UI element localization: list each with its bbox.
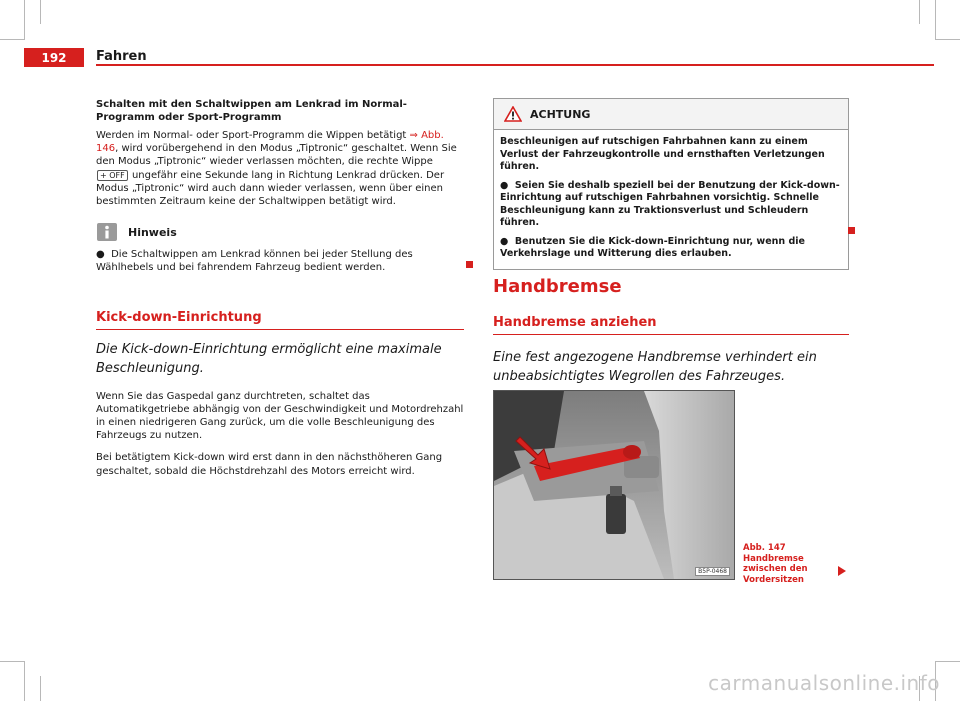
bullet-dot: ● xyxy=(500,235,515,247)
note-header xyxy=(96,222,464,242)
section-end-mark xyxy=(848,227,855,234)
crop-mark xyxy=(935,0,936,40)
crop-mark xyxy=(24,661,25,701)
info-icon xyxy=(96,222,118,242)
warning-bullet-2 xyxy=(500,236,842,261)
kickdown-paragraph-1: Wenn Sie das Gaspedal ganz durchtreten, schaltet das Automatikgetriebe abhängig von der Geschwindigkeit und Motordrehzahl in einen niedrigeren Gang zurück, um die volle Beschleunigung des Fahrzeugs zu nutzen. xyxy=(96,390,464,442)
paddles-text: , wird vorübergehend in den Modus „Tiptronic“ geschaltet. Wenn Sie den Modus „Tiptronic“ wieder verlassen möchten, die rechte Wippe xyxy=(96,143,457,168)
warning-header xyxy=(494,99,848,130)
watermark: carmanualsonline.info xyxy=(708,671,940,695)
continue-arrow-icon xyxy=(838,566,846,576)
page-number: 192 xyxy=(24,48,84,67)
figure-code-label: B5P-0468 xyxy=(695,567,730,576)
plus-off-key-symbol: + OFF xyxy=(97,170,128,181)
paddles-paragraph xyxy=(96,129,464,208)
note-bullet xyxy=(96,248,464,274)
kickdown-paragraph-2: Bei betätigtem Kick-down wird erst dann in den nächsthöheren Gang geschaltet, sobald die Höchstdrehzahl des Motors erreicht wird. xyxy=(96,452,443,477)
warning-paragraph: Beschleunigen auf rutschigen Fahrbahnen kann zu einem Verlust der Fahrzeugkontrolle und ernsthaften Verletzungen führen. xyxy=(500,136,825,172)
kickdown-section-title: Kick-down-Einrichtung xyxy=(96,310,464,330)
crop-mark xyxy=(0,39,25,40)
handbrake-figure xyxy=(493,390,735,580)
warning-body xyxy=(494,130,848,269)
crop-mark xyxy=(40,0,41,24)
left-column xyxy=(96,98,464,487)
warning-bullet-text: Seien Sie deshalb speziell bei der Benutzung der Kick-down-Einrichtung auf rutschigen Fahrbahnen vorsichtig. Schnelle Beschleunigung kann zu Traktionsverlust und Schleudern führen. xyxy=(500,179,840,228)
bullet-dot: ● xyxy=(96,249,112,261)
crop-mark xyxy=(935,661,960,662)
figure-reference-link[interactable]: ⇒ Abb. 146 xyxy=(96,130,444,155)
figure-caption: Abb. 147 Handbremse zwischen den Vordersitzen xyxy=(743,543,808,585)
paddles-heading: Schalten mit den Schaltwippen am Lenkrad im Normal-Programm oder Sport-Programm xyxy=(96,99,407,123)
warning-triangle-icon xyxy=(504,106,522,122)
crop-mark xyxy=(24,0,25,40)
crop-mark xyxy=(40,676,41,701)
handbrake-title: Handbremse xyxy=(493,276,622,297)
warning-box xyxy=(493,98,849,270)
handbrake-section xyxy=(493,276,849,398)
crop-mark xyxy=(0,661,25,662)
note-text: Die Schaltwippen am Lenkrad können bei jeder Stellung des Wählhebels und bei fahrendem Fahrzeug bedient werden. xyxy=(96,249,413,274)
handbrake-subtitle: Handbremse anziehen xyxy=(493,315,849,335)
paddles-text: Werden im Normal- oder Sport-Programm die Wippen betätigt xyxy=(96,130,407,141)
chapter-title: Fahren xyxy=(96,49,147,64)
bullet-dot: ● xyxy=(500,179,515,191)
crop-mark xyxy=(935,39,960,40)
note-title: Hinweis xyxy=(128,225,177,239)
handbrake-illustration xyxy=(494,391,734,579)
handbrake-lead: Eine fest angezogene Handbremse verhindert ein unbeabsichtigtes Wegrollen des Fahrzeuges. xyxy=(493,350,817,384)
paddles-text: ungefähr eine Sekunde lang in Richtung Lenkrad drücken. Der Modus „Tiptronic“ wird auch dann wieder verlassen, wenn über einen bestimmten Zeitraum keine der Schaltwippen betätigt wird. xyxy=(96,169,445,208)
warning-bullet-text: Benutzen Sie die Kick-down-Einrichtung nur, wenn die Verkehrslage und Witterung dies erlauben. xyxy=(500,235,805,259)
header-rule xyxy=(96,64,934,66)
right-column xyxy=(493,98,849,270)
section-end-mark xyxy=(466,261,473,268)
crop-mark xyxy=(919,0,920,24)
warning-title: ACHTUNG xyxy=(530,107,591,121)
kickdown-lead: Die Kick-down-Einrichtung ermöglicht eine maximale Beschleunigung. xyxy=(96,341,442,376)
warning-bullet-1 xyxy=(500,180,842,230)
